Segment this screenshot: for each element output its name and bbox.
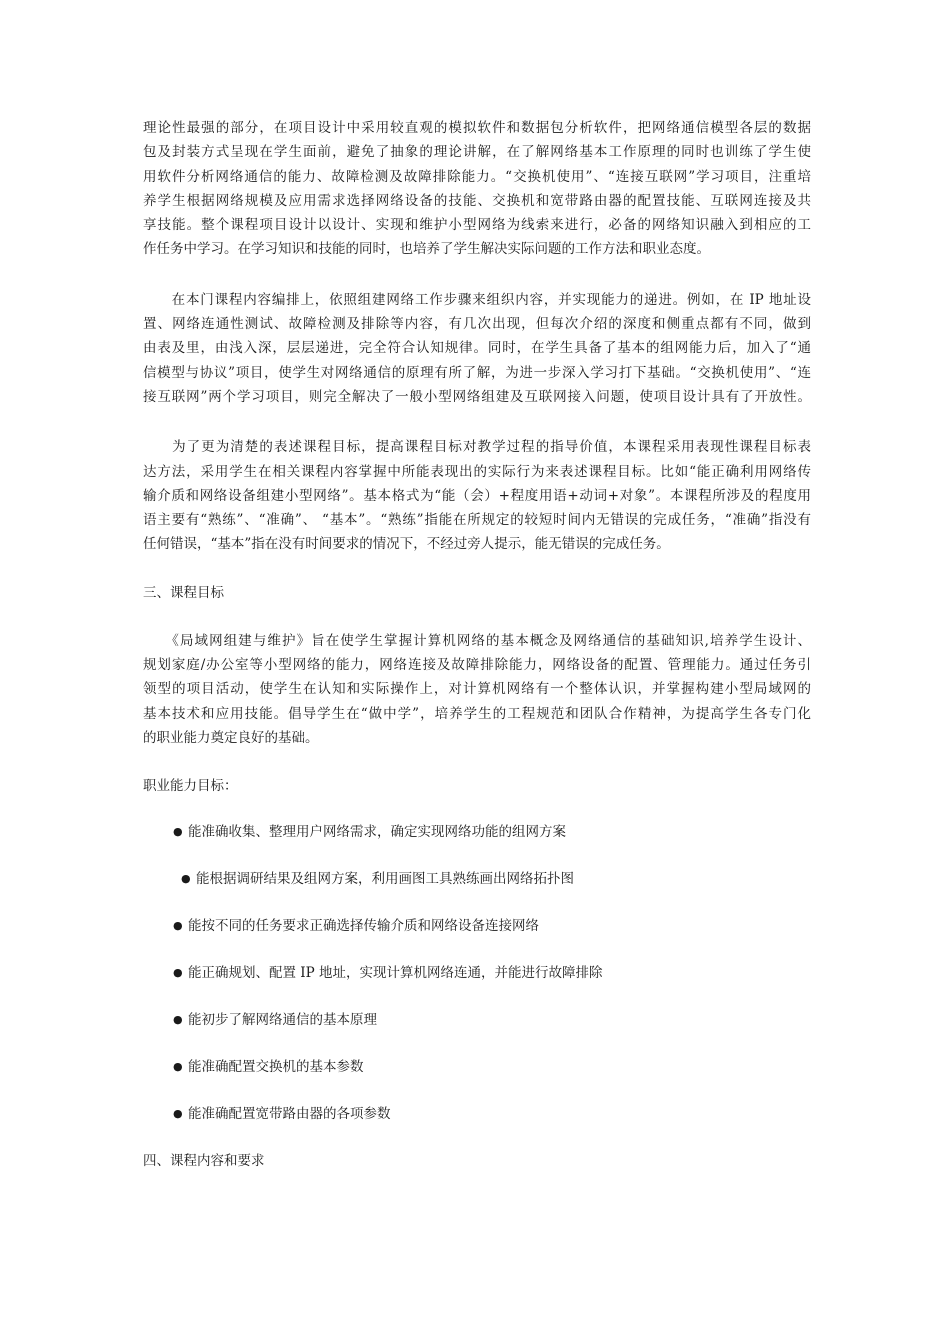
document-page: [143, 112, 811, 1173]
paragraph-line: 养学生根据网络规模及应用需求选择网络设备的技能、交换机和宽带路由器的配置技能、互联网连接及共: [143, 192, 811, 209]
list-item-text: 能正确规划、配置 IP 地址，实现计算机网络连通，并能进行故障排除: [188, 965, 603, 982]
bullet-icon: ●: [173, 966, 183, 980]
paragraph-line: 规划家庭/办公室等小型网络的能力，网络连接及故障排除能力，网络设备的配置、管理能力。通过任务引: [143, 657, 811, 674]
list-item: [143, 821, 811, 843]
paragraph-line: 在本门课程内容编排上，依照组建网络工作步骤来组织内容，并实现能力的递进。例如，在 IP 地址设: [143, 291, 811, 308]
bullet-icon: ●: [173, 825, 183, 839]
competency-goals-heading: 职业能力目标：: [143, 778, 238, 795]
bullet-icon: ●: [173, 1107, 183, 1121]
list-item: [143, 915, 811, 937]
list-item: [143, 1103, 811, 1125]
paragraph-goal-expression: [143, 435, 811, 556]
paragraph-line: 任何错误，“基本”指在没有时间要求的情况下，不经过旁人提示，能无错误的完成任务。: [143, 536, 670, 553]
paragraph-line: 置、网络连通性测试、故障检测及排除等内容，有几次出现，但每次介绍的深度和侧重点都有不同，做到: [143, 316, 811, 333]
bullet-icon: ●: [173, 1060, 183, 1074]
paragraph-line: 的职业能力奠定良好的基础。: [143, 729, 319, 746]
paragraph-line: 信模型与协议”项目，使学生对网络通信的原理有所了解，为进一步深入学习打下基础。“交换机使用”、“连: [143, 364, 811, 381]
paragraph-line: 作任务中学习。在学习知识和技能的同时，也培养了学生解决实际问题的工作方法和职业态度。: [143, 241, 710, 258]
competency-list: [143, 821, 811, 1125]
paragraph-line: 领型的项目活动，使学生在认知和实际操作上，对计算机网络有一个整体认识，并掌握构建小型局域网的: [143, 681, 811, 698]
paragraph-line: 用软件分析网络通信的能力、故障检测及故障排除能力。“交换机使用”、“连接互联网”学习项目，注重培: [143, 168, 811, 185]
list-item: [143, 1009, 811, 1031]
paragraph-line: 由表及里，由浅入深，层层递进，完全符合认知规律。同时，在学生具备了基本的组网能力后，加入了“通: [143, 340, 811, 357]
section-heading-course-goals: 三、课程目标: [143, 584, 224, 601]
section-heading-course-content: 四、课程内容和要求: [143, 1153, 265, 1170]
paragraph-line: 语主要有“熟练”、“准确”、 “基本”。“熟练”指能在所规定的较短时间内无错误的完成任务，“准确”指没有: [143, 512, 811, 529]
paragraph-line: 输介质和网络设备组建小型网络”。基本格式为“能（会）+程度用语+动词+对象”。本课程所涉及的程度用: [143, 487, 811, 504]
paragraph-line: 达方法，采用学生在相关课程内容掌握中所能表现出的实际行为来表述课程目标。比如“能正确利用网络传: [143, 463, 811, 480]
list-item-text: 能按不同的任务要求正确选择传输介质和网络设备连接网络: [188, 918, 539, 935]
paragraph-course-goals: [143, 629, 811, 750]
list-item: [143, 962, 811, 984]
paragraph-content-arrangement: [143, 288, 811, 409]
bullet-icon: ●: [173, 1013, 183, 1027]
bullet-icon: ●: [181, 872, 191, 886]
paragraph-line: 享技能。整个课程项目设计以设计、实现和维护小型网络为线索来进行，必备的网络知识融入到相应的工: [143, 217, 811, 234]
list-item-text: 能准确配置宽带路由器的各项参数: [188, 1106, 391, 1123]
paragraph-line: 为了更为清楚的表述课程目标，提高课程目标对教学过程的指导价值，本课程采用表现性课程目标表: [143, 439, 811, 456]
list-item: [143, 1056, 811, 1078]
bullet-icon: ●: [173, 919, 183, 933]
list-item-text: 能初步了解网络通信的基本原理: [188, 1012, 377, 1029]
paragraph-line: 包及封装方式呈现在学生面前，避免了抽象的理论讲解，在了解网络基本工作原理的同时也训练了学生使: [143, 144, 811, 161]
paragraph-line: 理论性最强的部分，在项目设计中采用较直观的模拟软件和数据包分析软件，把网络通信模型各层的数据: [143, 120, 811, 136]
paragraph-line: 《局域网组建与维护》旨在使学生掌握计算机网络的基本概念及网络通信的基础知识,培养学生设计、: [143, 632, 811, 649]
paragraph-line: 接互联网”两个学习项目，则完全解决了一般小型网络组建及互联网接入问题，使项目设计具有了开放性。: [143, 388, 811, 405]
list-item-text: 能根据调研结果及组网方案，利用画图工具熟练画出网络拓扑图: [196, 871, 574, 888]
list-item-text: 能准确收集、整理用户网络需求，确定实现网络功能的组网方案: [188, 824, 566, 841]
paragraph-line: 基本技术和应用技能。倡导学生在“做中学”，培养学生的工程规范和团队合作精神，为提高学生各专门化: [143, 705, 811, 722]
list-item-text: 能准确配置交换机的基本参数: [188, 1059, 364, 1076]
list-item: [143, 868, 811, 890]
paragraph-project-design: [143, 116, 811, 262]
